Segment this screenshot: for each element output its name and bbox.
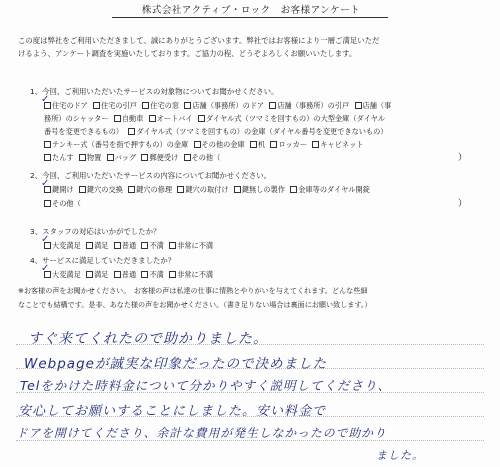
- checkbox-large-dial-safe[interactable]: [198, 115, 205, 122]
- option-label: 鍵穴の取付け: [185, 185, 229, 194]
- option-label: 住宅の引戸: [101, 101, 137, 110]
- option-label: 大変満足: [52, 241, 81, 250]
- checkbox-shop-door[interactable]: [184, 102, 191, 109]
- option-label: 不満: [149, 270, 164, 279]
- checkbox-keyless-making[interactable]: [234, 186, 241, 193]
- checkbox-dial-safe[interactable]: [128, 128, 135, 135]
- option-label: その他の金庫: [201, 140, 245, 149]
- option-label: 金庫等のダイヤル開錠: [298, 185, 370, 194]
- option-label: 店舗（事務所）の引戸: [277, 101, 350, 110]
- option-label: 務所）のシャッター: [44, 114, 109, 123]
- checkbox-cylinder-repair[interactable]: [128, 186, 135, 193]
- checkbox-storage-shed[interactable]: [79, 154, 86, 161]
- voice-note-line-2: なことでも結構です。是非、あなた様の声をお聞かせください。（書き足りない場合は裏面にお願い致します。）: [18, 300, 372, 309]
- checkbox-other[interactable]: [184, 154, 191, 161]
- option-label: 物置: [86, 153, 102, 162]
- checkbox-mailbox[interactable]: [141, 154, 148, 161]
- q2-other-bracket-close-icon: ）: [458, 199, 468, 209]
- checkbox-motorbike[interactable]: [149, 115, 156, 122]
- option-label: 満足: [94, 241, 109, 250]
- option-label: 鍵穴の修理: [136, 185, 173, 194]
- q2-row-2: [44, 198, 84, 210]
- q1-row-5: [44, 152, 223, 164]
- option-label: 鍵無しの製作: [241, 185, 285, 194]
- q1-row-4: [44, 139, 367, 151]
- checkbox-locker[interactable]: [270, 141, 277, 148]
- option-label: 普通: [121, 241, 137, 250]
- checkbox-dial-unlock[interactable]: [290, 186, 297, 193]
- radio-staff-satisfied[interactable]: [86, 242, 93, 249]
- handwritten-line-1: すぐ来てくれたので助かりました。: [28, 331, 268, 347]
- radio-staff-very-dissatisfied[interactable]: [169, 242, 176, 249]
- q1-row-2: [44, 113, 388, 125]
- q4-options: [44, 269, 216, 281]
- q4-checkmark-icon: ✓: [41, 263, 50, 274]
- q3-options: [44, 240, 216, 252]
- checkbox-tenkey-safe[interactable]: [44, 141, 51, 148]
- checkbox-house-sliding-door[interactable]: [93, 102, 100, 109]
- option-label: その他（: [191, 153, 221, 162]
- option-label: 机: [257, 140, 266, 149]
- checkbox-service-other[interactable]: [44, 200, 51, 207]
- option-label: 郵便受け: [149, 153, 179, 162]
- option-label: ダイヤル式（ツマミを回すもの）の金庫（ダイヤル番号を変更できないもの）: [136, 127, 388, 136]
- option-label: 鍵開け: [52, 185, 74, 194]
- checkbox-cylinder-install[interactable]: [177, 186, 184, 193]
- option-label: 満足: [94, 270, 109, 279]
- q2-checkmark-icon: ✓: [41, 178, 50, 189]
- radio-service-dissatisfied[interactable]: [141, 271, 148, 278]
- checkbox-shop-sliding-door[interactable]: [269, 102, 276, 109]
- q1-checkmark-icon: ✓: [41, 94, 50, 105]
- option-label: 普通: [121, 270, 137, 279]
- checkbox-desk[interactable]: [250, 141, 257, 148]
- intro-line-2: けるよう、アンケート調査を実施いたしております。ご協力の程、どうぞよろしくお願いいたします。: [18, 49, 357, 58]
- option-label: 不満: [149, 241, 164, 250]
- checkbox-chest[interactable]: [44, 154, 51, 161]
- q3-checkmark-icon: ✓: [41, 234, 50, 245]
- q4-question: 4、サービスに満足していただきましたか？: [30, 256, 176, 265]
- intro-text: [18, 34, 488, 60]
- option-label: バッグ: [114, 153, 137, 162]
- checkbox-cabinet[interactable]: [312, 141, 319, 148]
- handwritten-line-5: ドアを開けてくださり、余計な費用が発生しなかったので助かり: [16, 426, 387, 440]
- option-label: 店舗（事務所）のドア: [192, 101, 265, 110]
- radio-staff-dissatisfied[interactable]: [141, 242, 148, 249]
- option-label: オートバイ: [156, 114, 193, 123]
- option-label: テンキー式（番号を指で押すもの）の金庫: [52, 140, 189, 149]
- option-label: キャビネット: [320, 140, 364, 149]
- checkbox-car[interactable]: [114, 115, 121, 122]
- intro-line-1: この度は弊社をご利用いただきまして、誠にありがとうございます。弊社ではお客様により一層ご満足いただ: [18, 36, 380, 45]
- voice-note-line-1: ※お客様の声をお聞かせください。 お客様の声は私達の仕事に情熱とやりがいを与えてくれます。どんな些細: [18, 286, 368, 295]
- radio-staff-neutral[interactable]: [114, 242, 121, 249]
- handwritten-line-4: 安心してお願いすることにしました。安い料金で: [18, 404, 327, 419]
- option-label: 非常に不満: [177, 241, 214, 250]
- radio-service-very-dissatisfied[interactable]: [169, 271, 176, 278]
- q1-row-3: [44, 126, 391, 138]
- handwritten-line-3: Telをかけた時料金について分かりやすく説明してくださり、: [20, 378, 392, 393]
- option-label: 非常に不満: [177, 270, 214, 279]
- option-label: たんす: [52, 153, 74, 162]
- option-label: ダイヤル式（ツマミを回すもの）の大型金庫（ダイヤル: [205, 114, 386, 123]
- option-label: ロッカー: [278, 140, 308, 149]
- radio-service-satisfied[interactable]: [86, 271, 93, 278]
- checkbox-cylinder-replace[interactable]: [79, 186, 86, 193]
- q2-question: 2、今回、ご利用いただいたサービスの内容についてお聞かせください。: [30, 171, 272, 180]
- handwritten-line-6: ました。: [376, 449, 424, 462]
- option-label: 大変満足: [52, 270, 81, 279]
- option-label: 住宅のドア: [52, 101, 88, 110]
- checkbox-shop-shutter[interactable]: [355, 102, 362, 109]
- option-label: 住宅の窓: [150, 101, 180, 110]
- option-label: その他（: [52, 199, 81, 208]
- checkbox-other-safe[interactable]: [194, 141, 201, 148]
- option-label: 店舗（事: [362, 101, 392, 110]
- option-label: 自動車: [121, 114, 144, 123]
- survey-title: 株式会社アクティブ・ロック お客様アンケート: [141, 5, 361, 16]
- radio-service-neutral[interactable]: [114, 271, 121, 278]
- q1-row-1: [44, 100, 394, 112]
- q1-other-bracket-close-icon: ）: [458, 153, 468, 163]
- q1-question: 1、今回、ご利用いただいたサービスの対象物についてお聞かせください。: [30, 87, 279, 96]
- option-label: 番号を変更できるもの）: [44, 127, 124, 136]
- title-underline: [112, 17, 388, 18]
- option-label: 鍵穴の交換: [86, 185, 123, 194]
- q3-question: 3、スタッフの対応はいかがでしたか？: [30, 227, 161, 236]
- checkbox-bag[interactable]: [107, 154, 114, 161]
- handwritten-line-2: Webpageが誠実な印象だったので決めました: [24, 356, 327, 372]
- q2-row-1: [44, 184, 373, 196]
- checkbox-house-window[interactable]: [142, 102, 149, 109]
